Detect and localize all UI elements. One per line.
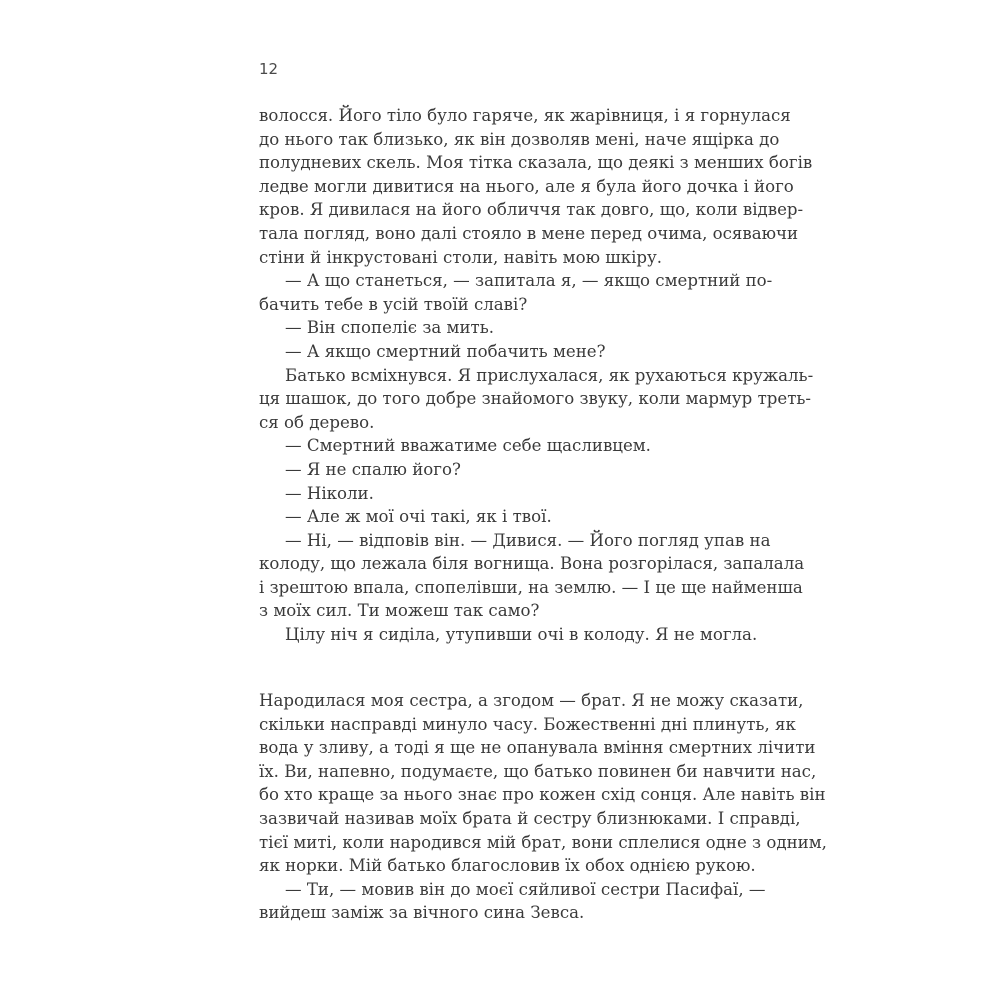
text-line: волосся. Його тіло було гаряче, як жарівниця, і я горнулася xyxy=(259,106,791,125)
text-line: — А якщо смертний побачить мене? xyxy=(285,341,606,361)
text-line: і зрештою впала, спопелівши, на землю. — І це ще найменша xyxy=(259,577,803,597)
text-line: Цілу ніч я сиділа, утупивши очі в колоду. Я не могла. xyxy=(285,625,758,645)
text-line: — А що станеться, — запитала я, — якщо смертний по- xyxy=(285,271,773,291)
text-line: — Ти, — мовив він до моєї сяйливої сестри Пасифаї, — xyxy=(285,879,766,899)
text-line: з моїх сил. Ти можеш так само? xyxy=(259,601,540,621)
text-line: Батько всміхнувся. Я прислухалася, як рухаються кружаль- xyxy=(285,365,814,385)
text-line: зазвичай називав моїх брата й сестру близнюками. І справді, xyxy=(259,808,801,828)
text-line: тієї миті, коли народився мій брат, вони сплелися одне з одним, xyxy=(259,832,827,852)
text-line: колоду, що лежала біля вогнища. Вона розгорілася, запалала xyxy=(259,554,805,574)
text-line: бо хто краще за нього знає про кожен схід сонця. Але навіть він xyxy=(259,785,826,805)
text-line: вийдеш заміж за вічного сина Зевса. xyxy=(259,903,585,923)
page-number: 12 xyxy=(259,60,279,78)
text-line: ледве могли дивитися на нього, але я була його дочка і його xyxy=(259,176,794,196)
text-line: скільки насправді минуло часу. Божественні дні плинуть, як xyxy=(259,714,796,734)
text-line: як норки. Мій батько благословив їх обох однією рукою. xyxy=(259,856,756,876)
text-line: ця шашок, до того добре знайомого звуку, коли мармур треть- xyxy=(259,389,812,409)
text-block-second xyxy=(259,689,827,925)
text-line: до нього так близько, як він дозволяв мені, наче ящірка до xyxy=(259,129,780,149)
text-line: — Я не спалю його? xyxy=(285,459,461,479)
text-line: Народилася моя сестра, а згодом — брат. Я не можу сказати, xyxy=(259,691,804,710)
text-line: — Ні, — відповів він. — Дивися. — Його погляд упав на xyxy=(285,530,771,550)
text-line: — Смертний вважатиме себе щасливцем. xyxy=(285,436,651,456)
text-line: стіни й інкрустовані столи, навіть мою шкіру. xyxy=(259,247,663,267)
text-line: — Ніколи. xyxy=(285,483,374,503)
text-line: тала погляд, воно далі стояло в мене перед очима, осяваючи xyxy=(259,223,799,243)
text-line: бачить тебе в усій твоїй славі? xyxy=(259,294,528,314)
text-block-first xyxy=(259,104,814,647)
text-line: кров. Я дивилася на його обличчя так довго, що, коли відвер- xyxy=(259,200,804,220)
text-line: полудневих скель. Моя тітка сказала, що деякі з менших богів xyxy=(259,153,813,173)
text-line: — Але ж мої очі такі, як і твої. xyxy=(285,507,552,527)
text-line: ся об дерево. xyxy=(259,412,375,432)
text-line: їх. Ви, напевно, подумаєте, що батько повинен би навчити нас, xyxy=(259,761,817,781)
text-line: — Він спопеліє за мить. xyxy=(285,318,495,338)
text-line: вода у зливу, а тоді я ще не опанувала вміння смертних лічити xyxy=(259,738,816,758)
